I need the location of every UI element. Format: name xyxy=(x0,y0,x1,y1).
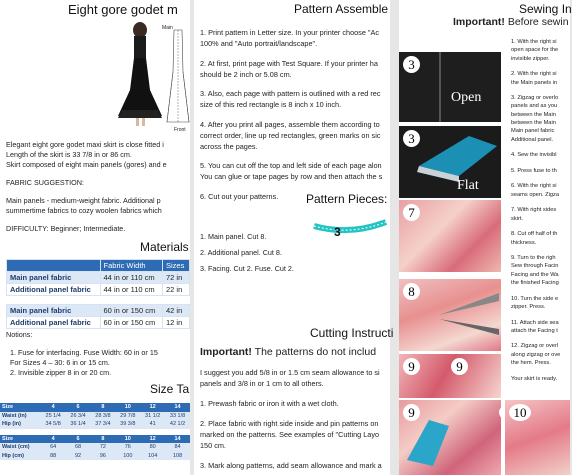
table-cell: Waist (cm) xyxy=(0,443,41,452)
assembly-step-line: 2. At first, print page with Test Square. If your printer ha xyxy=(200,58,378,68)
table-cell: Size xyxy=(0,435,41,444)
sewing-step-line: the Main panels in xyxy=(511,79,558,86)
cutting-step-line: marked on the patterns. See examples of "Cutting Layo xyxy=(200,430,380,439)
step-photo-press-facing xyxy=(399,400,501,475)
pattern-piece-item: 1. Main panel. Cut 8. xyxy=(200,232,267,241)
figure-label-main: Main xyxy=(162,25,173,31)
notion-item: 1. Fuse for interfacing. Fuse Width: 60 in or 15 xyxy=(10,348,158,357)
materials-title: Materials xyxy=(140,240,189,254)
sewing-step-line: thickness. xyxy=(511,239,537,246)
pattern-piece-number: 3 xyxy=(334,225,341,239)
sewing-step-line: between the Main xyxy=(511,111,556,118)
table-cell: 14 xyxy=(165,435,190,444)
step-number-badge: 9 xyxy=(451,358,468,375)
skirt-technical-drawing xyxy=(166,22,190,132)
assembly-step-line: 5. You can cut off the top and left side of each page alon xyxy=(200,161,382,170)
notion-item: 2. Invisible zipper 8 in or 20 cm. xyxy=(10,368,112,377)
sewing-step-line: seams open. Zigza xyxy=(511,191,560,198)
table-row-spacer xyxy=(7,296,190,305)
notions-heading: Notions: xyxy=(6,330,33,339)
sewing-step-line: panels and as you xyxy=(511,103,558,110)
sewing-instructions-page xyxy=(399,0,570,475)
table-cell: 36 1/4 xyxy=(66,420,91,429)
cutting-step-line: 150 cm. xyxy=(200,441,226,450)
cutting-important-note xyxy=(200,346,376,359)
table-cell: 6 xyxy=(66,403,91,412)
sewing-step-line: 6. With the right si xyxy=(511,183,557,190)
table-row xyxy=(0,412,190,421)
table-cell: 6 xyxy=(66,435,91,444)
step-number-badge: 3 xyxy=(403,56,420,73)
assembly-step-line: 100% and "Auto portrait/landscape". xyxy=(200,39,318,48)
table-cell: 76 xyxy=(115,443,140,452)
table-row xyxy=(0,420,190,429)
table-cell: 96 xyxy=(90,452,115,461)
table-cell: 26 3/4 xyxy=(66,412,91,421)
table-cell: 84 xyxy=(165,443,190,452)
photo-caption: Flat xyxy=(457,178,479,193)
table-cell: 34 5/8 xyxy=(41,420,66,429)
table-cell: 60 in or 150 cm xyxy=(100,317,162,329)
table-cell: 39 3/8 xyxy=(115,420,140,429)
size-table xyxy=(0,403,190,460)
sewing-step-line: Facing and the Wa xyxy=(511,271,559,278)
table-cell: 12 xyxy=(140,435,165,444)
sewing-important-note xyxy=(453,16,569,29)
table-cell: 104 xyxy=(140,452,165,461)
step-number-badge: 10 xyxy=(509,404,531,421)
important-label: Important! xyxy=(453,16,505,28)
sewing-step-line: 4. Sew the invisibl xyxy=(511,152,557,159)
sewing-step-line: zipper. Press. xyxy=(511,303,546,310)
assembly-step-line: should be 2 inch or 5.08 cm. xyxy=(200,69,292,79)
table-cell: 10 xyxy=(115,435,140,444)
table-cell: 12 in xyxy=(163,317,190,329)
table-row xyxy=(7,272,190,284)
step-number-badge: 9 xyxy=(403,404,420,421)
assembly-step-line: You can glue or tape pages by row and then attach the s xyxy=(200,172,383,181)
table-cell: Hip (in) xyxy=(0,420,41,429)
table-cell: 68 xyxy=(66,443,91,452)
fabric-text: summertime fabrics to cozy woolen fabrics which xyxy=(6,206,162,215)
cutting-step-line: 2. Place fabric with right side inside and pin patterns on xyxy=(200,419,379,428)
table-cell: 64 xyxy=(41,443,66,452)
assembly-step-line: correct order, line up red rectangles, green marks on sic xyxy=(200,130,381,140)
step-number-badge: 3 xyxy=(403,130,420,147)
assembly-step-line: 1. Print pattern in Letter size. In your printer choose "Ac xyxy=(200,28,380,37)
cutting-step-line: panels and 3/8 in or 1 cm to all others. xyxy=(200,379,324,388)
assembly-step-line: across the pages. xyxy=(200,141,258,151)
sewing-step-line: the hem. Press. xyxy=(511,360,551,366)
cutting-step-line: 1. Prewash fabric or iron it with a wet cloth. xyxy=(200,399,339,408)
table-cell: 72 in xyxy=(163,272,190,284)
table-cell: 60 in or 150 cm xyxy=(100,305,162,317)
materials-header-cell: Sizes xyxy=(163,260,190,272)
table-cell: 108 xyxy=(165,452,190,461)
table-row xyxy=(7,284,190,296)
sewing-step-line: open space for the xyxy=(511,47,559,54)
description-line: Skirt composed of eight main panels (gores) and e xyxy=(6,160,167,169)
difficulty: DIFFICULTY: Beginner; Intermediate. xyxy=(6,224,126,233)
pattern-piece-item: 3. Facing. Cut 2. Fuse. Cut 2. xyxy=(200,264,294,273)
sewing-step-line: invisible zipper. xyxy=(511,55,550,62)
sewing-step-line: 1. With the right si xyxy=(511,39,557,45)
sewing-step-line: between the Main xyxy=(511,120,556,126)
materials-table xyxy=(6,259,190,329)
table-cell: Waist (in) xyxy=(0,412,41,421)
table-cell: 100 xyxy=(115,452,140,461)
skirt-model-photo xyxy=(110,20,170,130)
table-row xyxy=(0,435,190,444)
sewing-step-line: Additional panel. xyxy=(511,136,554,143)
sewing-step-line: 12. Zigzag or overl xyxy=(511,343,559,350)
seam-line xyxy=(439,52,441,122)
sewing-step-line: attach the Facing t xyxy=(511,327,558,334)
table-cell: Size xyxy=(0,403,41,412)
table-cell: Main panel fabric xyxy=(7,305,101,317)
sewing-step-line: 5. Press fuse to th xyxy=(511,167,557,174)
table-cell: 10 xyxy=(115,403,140,412)
cutting-instructions-title: Cutting Instructi xyxy=(310,326,394,340)
assembly-step-line: 6. Cut out your patterns. xyxy=(200,191,279,201)
important-text: Before sewin xyxy=(504,16,569,28)
step-photo-attach-facing xyxy=(399,200,501,272)
sewing-step-line: along zigzag or ove xyxy=(511,351,561,358)
sewing-step-line: Sew through Facin xyxy=(511,263,559,270)
materials-header-cell: Fabric Width xyxy=(100,260,162,272)
description-line: Length of the skirt is 33 7/8 in or 86 cm. xyxy=(6,150,132,159)
sewing-step-line: the finished Facing xyxy=(511,280,559,286)
sewing-step-line: 8. Cut off half of th xyxy=(511,231,558,238)
materials-header-cell xyxy=(7,260,101,272)
skirt-overview-page xyxy=(0,0,190,475)
important-text: The patterns do not includ xyxy=(251,346,377,358)
assembly-step-line: size of this red rectangle is 8 inch x 10 inch. xyxy=(200,100,342,109)
pattern-piece-item: 2. Additional panel. Cut 8. xyxy=(200,248,282,257)
step-number-badge: 8 xyxy=(403,283,420,300)
notion-item: For Sizes 4 – 30: 6 in or 15 cm. xyxy=(10,358,110,367)
table-row xyxy=(7,305,190,317)
pattern-assembly-page xyxy=(194,0,394,475)
table-cell: 8 xyxy=(90,403,115,412)
description-line: Elegant eight gore godet maxi skirt is close fitted i xyxy=(6,140,164,149)
table-cell: Additional panel fabric xyxy=(7,317,101,329)
sewing-step-line: Main panel fabric xyxy=(511,128,555,135)
sewing-step-line: 2. With the right si xyxy=(511,71,557,78)
table-row xyxy=(0,443,190,452)
page-title: Eight gore godet m xyxy=(68,2,178,17)
table-row xyxy=(0,403,190,412)
table-row xyxy=(7,317,190,329)
fabric-text: Main panels - medium-weight fabric. Additional p xyxy=(6,196,161,205)
assembly-step-line: 3. Also, each page with pattern is outlined with a red rec xyxy=(200,89,381,98)
step-photo-finished xyxy=(505,400,570,475)
sewing-step-line: 7. With right sides xyxy=(511,207,557,214)
table-cell: 12 xyxy=(140,403,165,412)
sewing-instructions-title: Sewing In xyxy=(519,2,572,16)
sewing-step-line: 10. Turn the side e xyxy=(511,295,559,302)
table-cell: 14 xyxy=(165,403,190,412)
table-cell: 25 1/4 xyxy=(41,412,66,421)
table-cell: Hip (cm) xyxy=(0,452,41,461)
table-cell: 42 in xyxy=(163,305,190,317)
assembly-step-line: 4. After you print all pages, assemble them according to xyxy=(200,119,380,129)
step-number-badge: 7 xyxy=(403,204,420,221)
cutting-step-line: 3. Mark along patterns, add seam allowance and mark a xyxy=(200,461,382,470)
pattern-pieces-title: Pattern Pieces: xyxy=(306,192,388,206)
table-cell: 22 in xyxy=(163,284,190,296)
important-label: Important! xyxy=(200,346,252,358)
table-cell: 4 xyxy=(41,435,66,444)
table-cell: 44 in or 110 cm xyxy=(100,272,162,284)
figure-label-front: Front xyxy=(174,127,186,133)
fabric-heading: FABRIC SUGGESTION: xyxy=(6,178,84,187)
sewing-step-line: 3. Zigzag or overlo xyxy=(511,95,559,102)
pattern-piece-facing-shape xyxy=(310,212,390,238)
table-cell: 4 xyxy=(41,403,66,412)
table-cell: 88 xyxy=(41,452,66,461)
table-cell: 33 1/8 xyxy=(165,412,190,421)
table-cell: 28 3/8 xyxy=(90,412,115,421)
step-photo-trim-seam xyxy=(399,279,501,351)
table-row xyxy=(0,452,190,461)
cutting-step-line: I suggest you add 5/8 in or 1.5 cm seam allowance to si xyxy=(200,368,380,377)
table-cell: 31 1/2 xyxy=(140,412,165,421)
sewing-step-line: 11. Attach side sea xyxy=(511,319,559,326)
table-cell: 29 7/8 xyxy=(115,412,140,421)
step-photo-understitch xyxy=(399,354,501,398)
sewing-step-line: 9. Turn to the righ xyxy=(511,255,556,262)
size-table-title: Size Ta xyxy=(150,382,190,396)
table-cell: 80 xyxy=(140,443,165,452)
table-cell: Additional panel fabric xyxy=(7,284,101,296)
table-cell: 37 3/4 xyxy=(90,420,115,429)
table-cell: 44 in or 110 cm xyxy=(100,284,162,296)
sewing-step-line: skirt. xyxy=(511,215,524,222)
step-number-badge: 9 xyxy=(403,358,420,375)
table-cell: Main panel fabric xyxy=(7,272,101,284)
table-cell: 42 1/2 xyxy=(165,420,190,429)
photo-caption: Open xyxy=(451,90,482,105)
table-cell: 41 xyxy=(140,420,165,429)
table-cell: 92 xyxy=(66,452,91,461)
step-photo-flat-seam xyxy=(399,126,501,198)
table-cell: 8 xyxy=(90,435,115,444)
step-photo-open-seam xyxy=(399,52,501,122)
sewing-step-line: Your skirt is ready. xyxy=(511,375,558,382)
pattern-assemble-title: Pattern Assemble xyxy=(294,2,389,16)
table-cell: 72 xyxy=(90,443,115,452)
